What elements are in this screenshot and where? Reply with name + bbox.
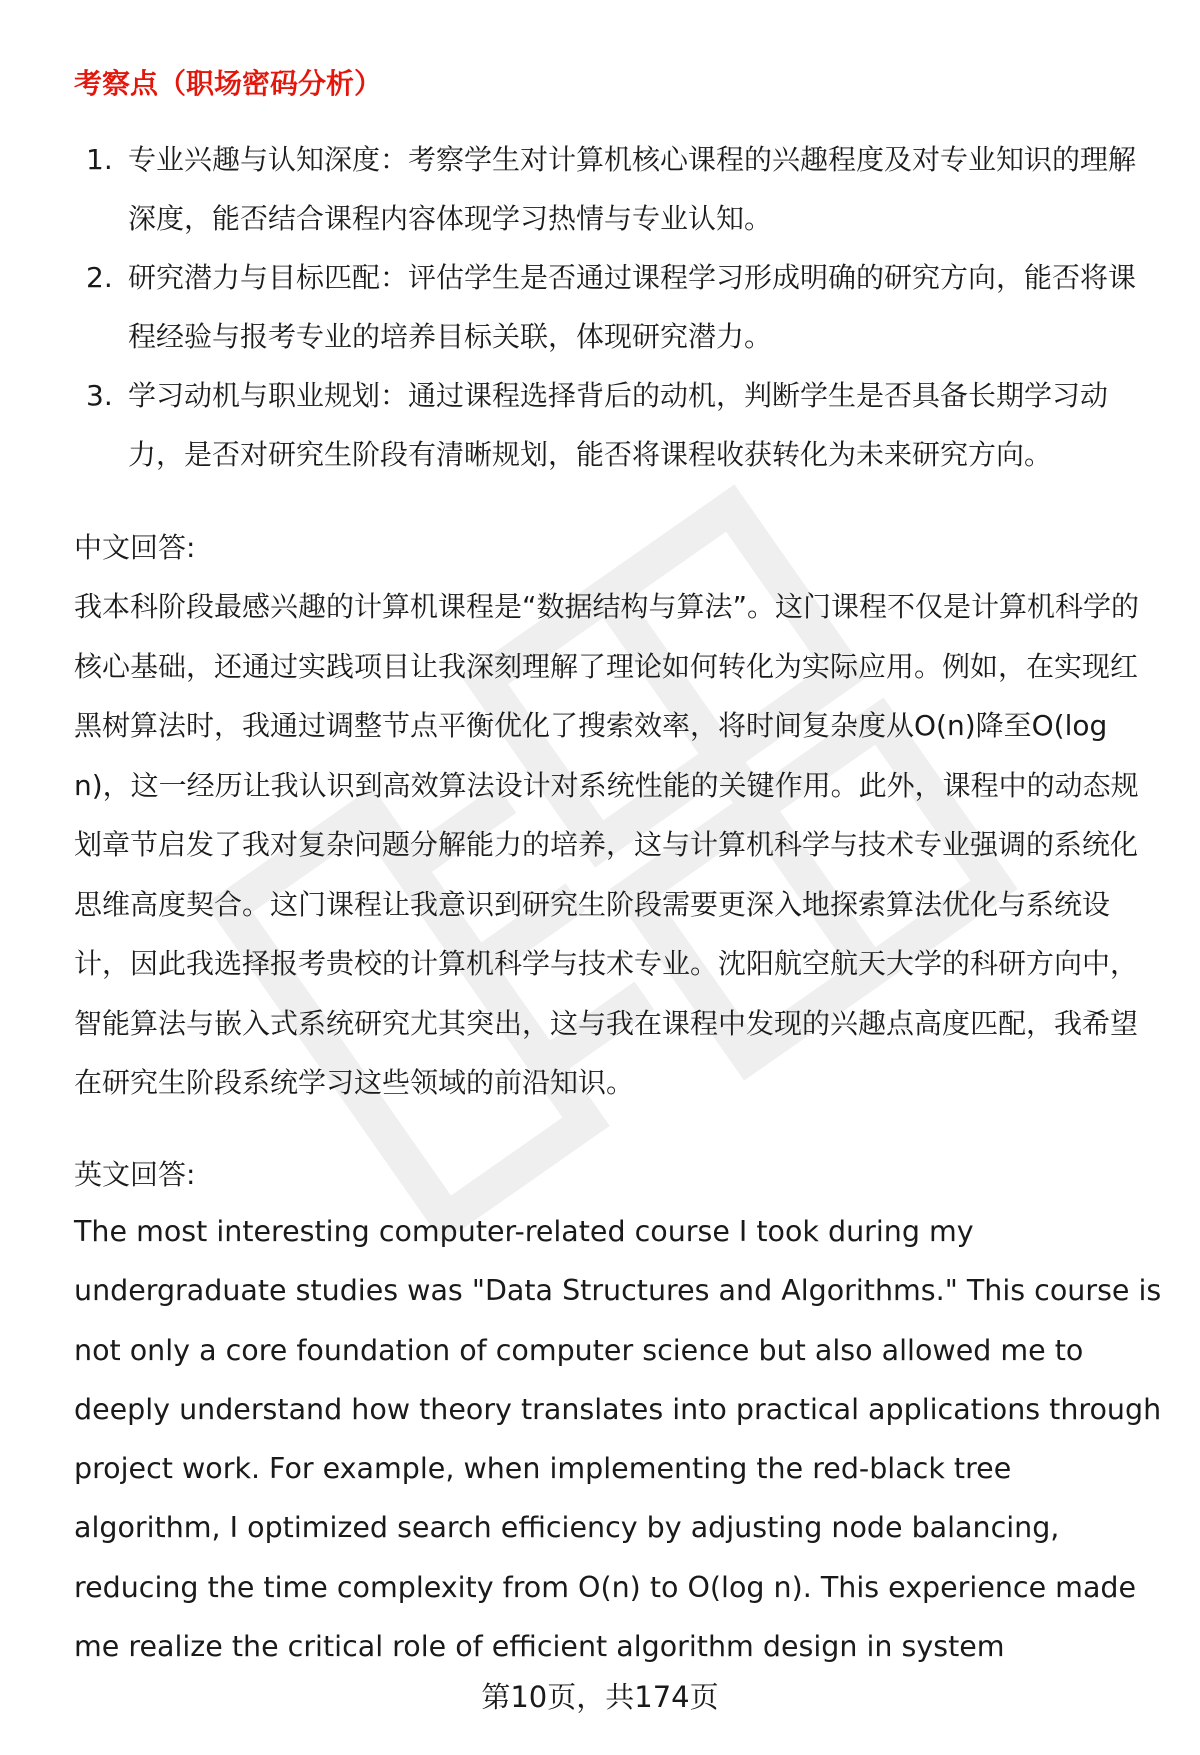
chinese-answer-label: 中文回答: (74, 531, 196, 564)
chinese-answer-text: 我本科阶段最感兴趣的计算机课程是“数据结构与算法”。这门课程不仅是计算机科学的核心基础，还通过实践项目让我深刻理解了理论如何转化为实际应用。例如，在实现红黑树算法时，我通过调整节点平衡优化了搜索效率，将时间复杂度从O(n)降至O(log n)，这一经历让我认识到高效算法设计对系统性能的关键作用。此外，课程中的动态规划章节启发了我对复杂问题分解能力的培养，这与计算机科学与技术专业强调的系统化思维高度契合。这门课程让我意识到研究生阶段需要更深入地探索算法优化与系统设计，因此我选择报考贵校的计算机科学与技术专业。沈阳航空航天大学的科研方向中，智能算法与嵌入式系统研究尤其突出，这与我在课程中发现的兴趣点高度匹配，我希望在研究生阶段系统学习这些领域的前沿知识。 (74, 590, 1140, 1099)
list-item (74, 248, 1154, 366)
list-item (74, 130, 1154, 248)
list-item-text: 研究潜力与目标匹配：评估学生是否通过课程学习形成明确的研究方向，能否将课程经验与报考专业的培养目标关联，体现研究潜力。 (128, 261, 1137, 353)
list-item (74, 366, 1154, 484)
assessment-points-list (74, 130, 1154, 484)
list-item-number: 2. (86, 261, 113, 294)
list-item-number: 3. (86, 379, 113, 412)
page-footer: 第10页，共174页 (481, 1680, 719, 1714)
list-item-text: 专业兴趣与认知深度：考察学生对计算机核心课程的兴趣程度及对专业知识的理解深度，能否结合课程内容体现学习热情与专业认知。 (128, 143, 1137, 235)
english-answer-label: 英文回答: (74, 1158, 196, 1191)
list-item-number: 1. (86, 143, 113, 176)
section-title: 考察点（职场密码分析） (74, 67, 383, 100)
english-answer-text: The most interesting computer-related course I took during my undergraduate studies was "Data Structures and Algorithms." This course is not only a core foundation of computer science but also allowed me to deeply understand how theory translates into practical applications through project work. For example, when implementing the red-black tree algorithm, I optimized search efficiency by adjusting node balancing, reducing the time complexity from O(n) to O(log n). This experience made me realize the critical role of efficient algorithm design in system (74, 1215, 1162, 1664)
list-item-text: 学习动机与职业规划：通过课程选择背后的动机，判断学生是否具备长期学习动力，是否对研究生阶段有清晰规划，能否将课程收获转化为未来研究方向。 (128, 379, 1109, 471)
